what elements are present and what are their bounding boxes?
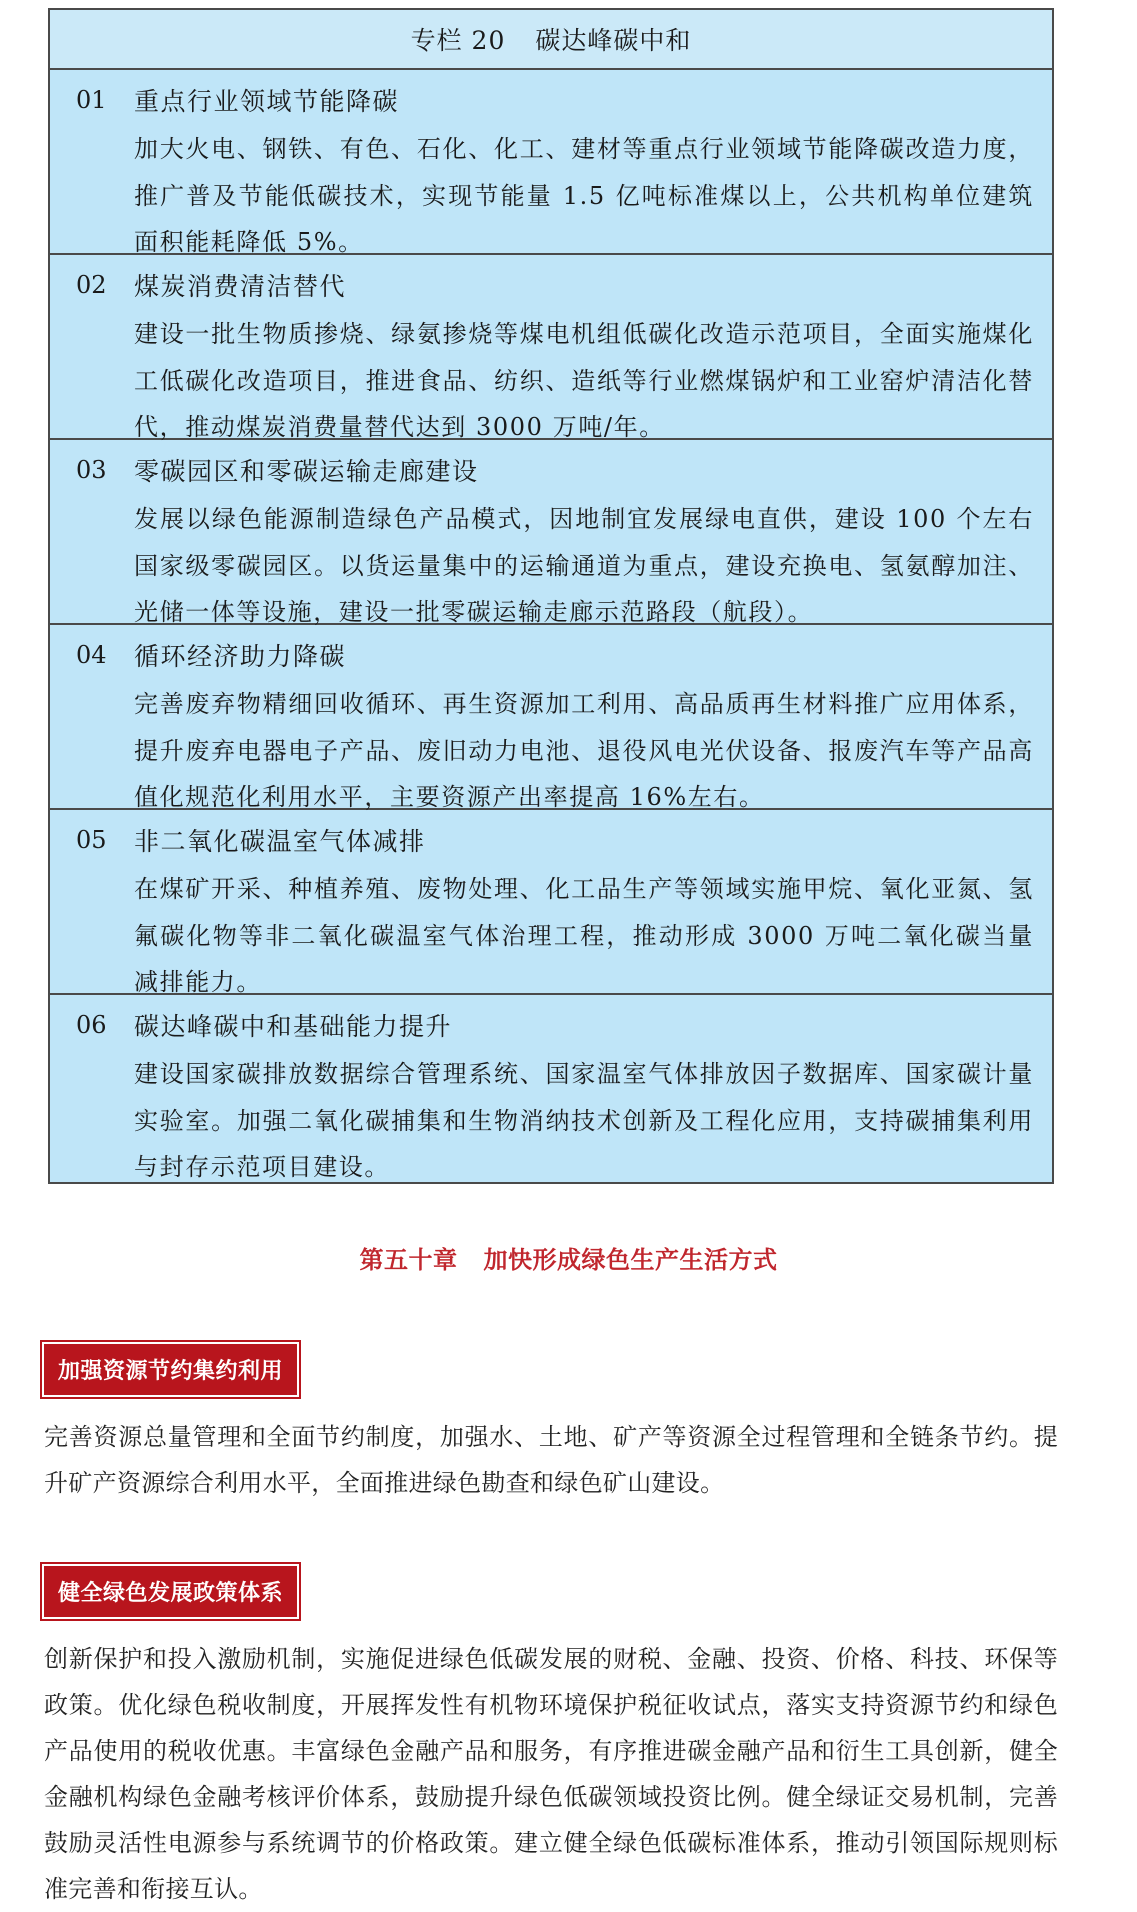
row-body: 发展以绿色能源制造绿色产品模式，因地制宜发展绿电直供，建设 100 个左右国家级零碳园区。以货运量集中的运输通道为重点，建设充换电、氢氨醇加注、光储一体等设施，建设一批零碳运输走廊示范路段（航段）。 (134, 505, 1034, 626)
row-title: 非二氧化碳温室气体减排 (134, 827, 426, 856)
row-title: 重点行业领域节能降碳 (134, 87, 400, 116)
row-number: 04 (76, 641, 107, 669)
section-paragraph-resource-saving: 完善资源总量管理和全面节约制度，加强水、土地、矿产等资源全过程管理和全链条节约。提升矿产资源综合利用水平，全面推进绿色勘查和绿色矿山建设。 (44, 1423, 1058, 1497)
section-tag-policy-system: 健全绿色发展政策体系 (44, 1566, 297, 1617)
box-row-06 (50, 995, 1052, 1181)
row-title: 碳达峰碳中和基础能力提升 (134, 1012, 453, 1041)
feature-box (48, 8, 1054, 1184)
section-tag-resource-saving: 加强资源节约集约利用 (44, 1344, 297, 1395)
row-title: 煤炭消费清洁替代 (134, 272, 347, 301)
box-header-label: 专栏 20 (410, 26, 506, 55)
chapter-heading (0, 1240, 1137, 1275)
row-body: 建设一批生物质掺烧、绿氨掺烧等煤电机组低碳化改造示范项目，全面实施煤化工低碳化改造项目，推进食品、纺织、造纸等行业燃煤锅炉和工业窑炉清洁化替代，推动煤炭消费量替代达到 3000 万吨/年。 (134, 320, 1034, 441)
box-row-04 (50, 625, 1052, 810)
box-row-01 (50, 70, 1052, 255)
row-body: 加大火电、钢铁、有色、石化、化工、建材等重点行业领域节能降碳改造力度，推广普及节能低碳技术，实现节能量 1.5 亿吨标准煤以上，公共机构单位建筑面积能耗降低 5%。 (134, 135, 1034, 256)
section-paragraph-policy-system: 创新保护和投入激励机制，实施促进绿色低碳发展的财税、金融、投资、价格、科技、环保等政策。优化绿色税收制度，开展挥发性有机物环境保护税征收试点，落实支持资源节约和绿色产品使用的税收优惠。丰富绿色金融产品和服务，有序推进碳金融产品和衍生工具创新，健全金融机构绿色金融考核评价体系，鼓励提升绿色低碳领域投资比例。健全绿证交易机制，完善鼓励灵活性电源参与系统调节的价格政策。建立健全绿色低碳标准体系，推动引领国际规则标准完善和衔接互认。 (44, 1645, 1058, 1903)
box-header (50, 10, 1052, 70)
chapter-number: 第五十章 (359, 1246, 458, 1274)
row-title: 循环经济助力降碳 (134, 642, 347, 671)
box-row-02 (50, 255, 1052, 440)
row-number: 06 (76, 1011, 107, 1039)
row-body: 在煤矿开采、种植养殖、废物处理、化工品生产等领域实施甲烷、氧化亚氮、氢氟碳化物等非二氧化碳温室气体治理工程，推动形成 3000 万吨二氧化碳当量减排能力。 (134, 875, 1034, 996)
chapter-title: 加快形成绿色生产生活方式 (483, 1246, 778, 1274)
row-body: 建设国家碳排放数据综合管理系统、国家温室气体排放因子数据库、国家碳计量实验室。加强二氧化碳捕集和生物消纳技术创新及工程化应用，支持碳捕集利用与封存示范项目建设。 (134, 1060, 1034, 1181)
row-title: 零碳园区和零碳运输走廊建设 (134, 457, 479, 486)
row-number: 01 (76, 86, 107, 114)
box-header-title: 碳达峰碳中和 (535, 26, 692, 55)
box-row-03 (50, 440, 1052, 625)
row-body: 完善废弃物精细回收循环、再生资源加工利用、高品质再生材料推广应用体系，提升废弃电器电子产品、废旧动力电池、退役风电光伏设备、报废汽车等产品高值化规范化利用水平，主要资源产出率提高 16%左右。 (134, 690, 1034, 811)
row-number: 03 (76, 456, 107, 484)
box-row-05 (50, 810, 1052, 995)
row-number: 05 (76, 826, 107, 854)
row-number: 02 (76, 271, 107, 299)
